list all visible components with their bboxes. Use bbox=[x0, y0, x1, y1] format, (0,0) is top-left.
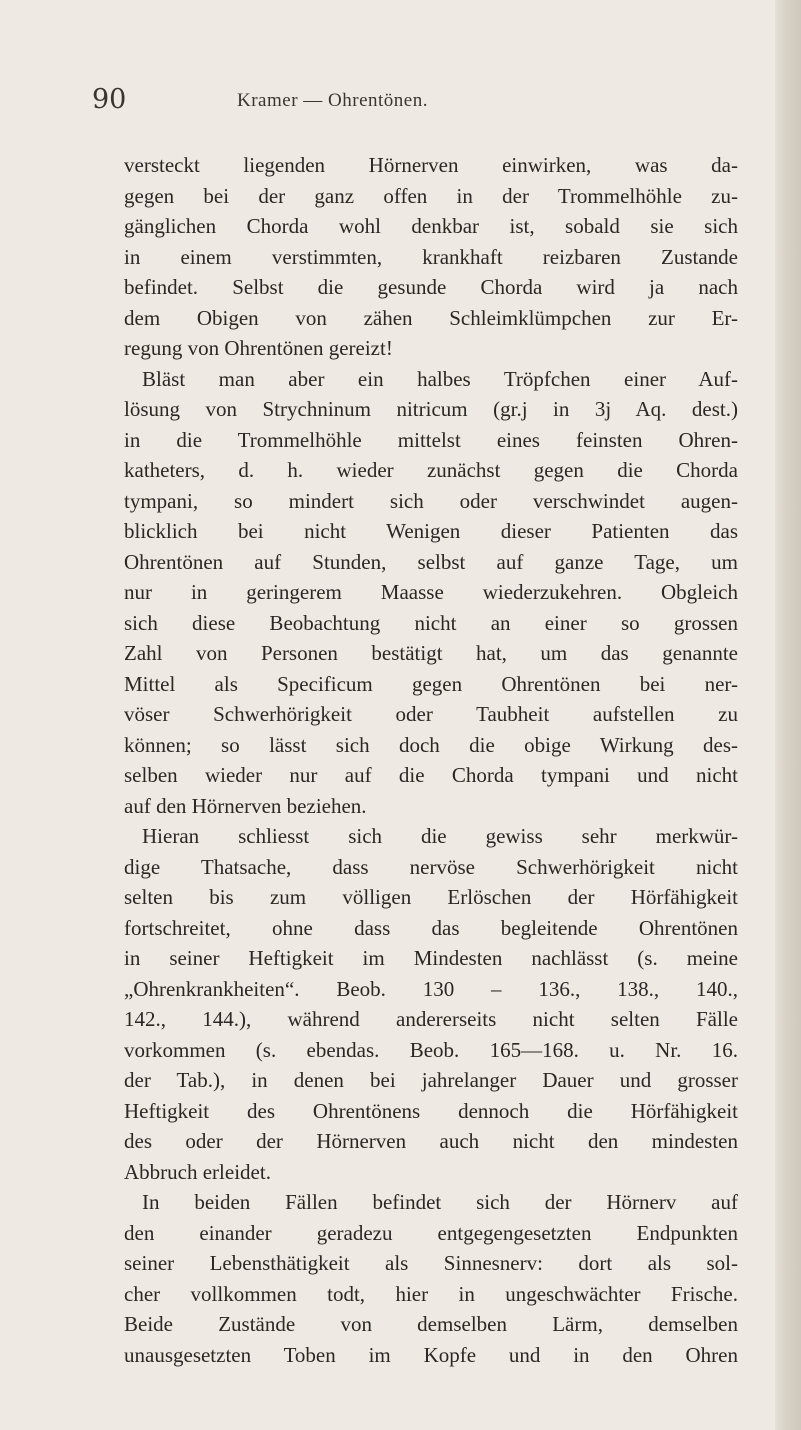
text-line: unausgesetzten Toben im Kopfe und in den Ohren bbox=[124, 1342, 738, 1367]
text-line: selten bis zum völligen Erlöschen der Hörfähigkeit bbox=[124, 885, 738, 909]
text-line: versteckt liegenden Hörnerven einwirken, was da- bbox=[124, 153, 738, 177]
text-line: können; so lässt sich doch die obige Wirkung des- bbox=[124, 732, 738, 757]
page-header bbox=[92, 84, 732, 124]
text-line: befindet. Selbst die gesunde Chorda wird ja nach bbox=[124, 275, 738, 299]
running-title: Kramer — Ohrentönen. bbox=[237, 90, 428, 111]
text-line: tympani, so mindert sich oder verschwindet augen- bbox=[124, 488, 738, 513]
text-line: Beide Zustände von demselben Lärm, demselben bbox=[124, 1312, 738, 1336]
text-line: Ohrentönen auf Stunden, selbst auf ganze Tage, um bbox=[124, 549, 738, 574]
text-line: fortschreitet, ohne dass das begleitende Ohrentönen bbox=[124, 915, 738, 940]
text-line: seiner Lebensthätigkeit als Sinnesnerv: dort als sol- bbox=[124, 1251, 738, 1275]
text-line: regung von Ohrentönen gereizt! bbox=[124, 336, 393, 360]
text-line: den einander geradezu entgegengesetzten Endpunkten bbox=[124, 1220, 738, 1245]
text-line: 142., 144.), während andererseits nicht selten Fälle bbox=[124, 1007, 738, 1031]
text-line: lösung von Strychninum nitricum (gr.j in 3j Aq. dest.) bbox=[124, 397, 738, 421]
text-line: gegen bei der ganz offen in der Trommelhöhle zu- bbox=[124, 183, 738, 208]
text-line: nur in geringerem Maasse wiederzukehren. Obgleich bbox=[124, 580, 738, 604]
text-line: auf den Hörnerven beziehen. bbox=[124, 793, 367, 818]
text-line: Hieran schliesst sich die gewiss sehr merkwür- bbox=[142, 824, 738, 848]
text-line: sich diese Beobachtung nicht an einer so grossen bbox=[124, 610, 738, 635]
page-edge-shadow bbox=[775, 0, 801, 1430]
text-line: in einem verstimmten, krankhaft reizbaren Zustande bbox=[124, 244, 738, 269]
text-line: „Ohrenkrankheiten“. Beob. 130 – 136., 138., 140., bbox=[124, 976, 738, 1001]
text-line: Bläst man aber ein halbes Tröpfchen einer Auf- bbox=[142, 366, 738, 391]
text-line: gänglichen Chorda wohl denkbar ist, sobald sie sich bbox=[124, 214, 738, 238]
text-line: katheters, d. h. wieder zunächst gegen die Chorda bbox=[124, 458, 738, 482]
text-line: Abbruch erleidet. bbox=[124, 1159, 271, 1184]
text-line: Heftigkeit des Ohrentönens dennoch die Hörfähigkeit bbox=[124, 1098, 738, 1123]
text-line: cher vollkommen todt, hier in ungeschwächter Frische. bbox=[124, 1281, 738, 1306]
text-line: selben wieder nur auf die Chorda tympani und nicht bbox=[124, 763, 738, 787]
text-line: Mittel als Specificum gegen Ohrentönen bei ner- bbox=[124, 671, 738, 696]
text-line: In beiden Fällen befindet sich der Hörnerv auf bbox=[142, 1190, 738, 1214]
page-number: 90 bbox=[92, 84, 127, 115]
text-line: vöser Schwerhörigkeit oder Taubheit aufstellen zu bbox=[124, 702, 738, 726]
text-line: in seiner Heftigkeit im Mindesten nachlässt (s. meine bbox=[124, 946, 738, 970]
text-line: der Tab.), in denen bei jahrelanger Dauer und grosser bbox=[124, 1068, 738, 1092]
text-line: vorkommen (s. ebendas. Beob. 165—168. u. Nr. 16. bbox=[124, 1037, 738, 1062]
text-line: dem Obigen von zähen Schleimklümpchen zur Er- bbox=[124, 305, 738, 330]
text-line: blicklich bei nicht Wenigen dieser Patienten das bbox=[124, 519, 738, 543]
text-line: Zahl von Personen bestätigt hat, um das genannte bbox=[124, 641, 738, 665]
text-line: in die Trommelhöhle mittelst eines feinsten Ohren- bbox=[124, 427, 738, 452]
body-text bbox=[124, 150, 738, 1370]
text-line: dige Thatsache, dass nervöse Schwerhörigkeit nicht bbox=[124, 854, 738, 879]
text-line: des oder der Hörnerven auch nicht den mindesten bbox=[124, 1129, 738, 1153]
